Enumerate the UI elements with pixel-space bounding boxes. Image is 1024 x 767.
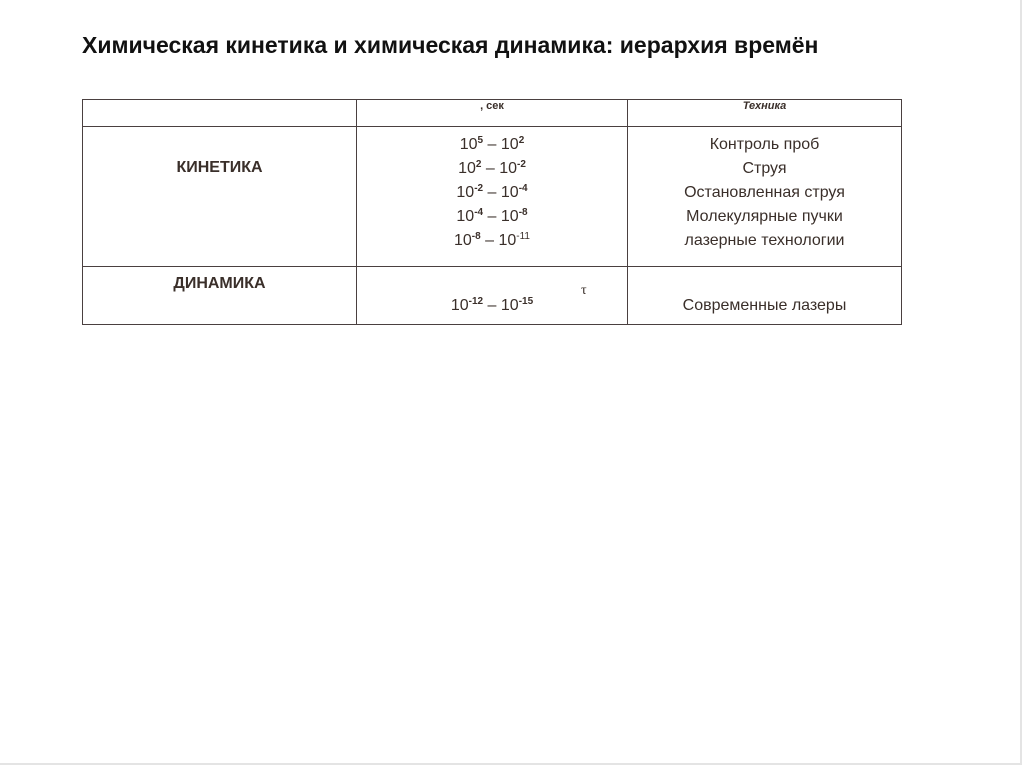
- technique-item: Контроль проб: [709, 136, 820, 153]
- table-row-dynamics: [83, 267, 902, 325]
- time-range: $10^5 - 10^2$: [459, 135, 525, 153]
- time-range: $10^{-8} - 10^{-11}$: [453, 231, 530, 249]
- time-range: $10^{-2} - 10^{-4}$: [456, 183, 528, 201]
- technique-item: Молекулярные пучки: [686, 208, 843, 225]
- row-label-kinetics: КИНЕТИКА: [83, 127, 357, 267]
- technique-item: лазерные технологии: [684, 232, 845, 249]
- technique-item: Струя: [742, 160, 787, 177]
- slide-title: Химическая кинетика и химическая динамика: иерархия времён: [82, 32, 819, 58]
- table-row-kinetics: [83, 127, 902, 267]
- time-hierarchy-table: [82, 99, 902, 325]
- dynamics-time: [357, 267, 628, 325]
- tau-symbol: τ: [581, 283, 587, 298]
- header-technique: Техника: [628, 100, 902, 127]
- table-header-row: [83, 100, 902, 127]
- header-col1: [83, 100, 357, 127]
- kinetics-times: [357, 127, 628, 267]
- row-label-dynamics: ДИНАМИКА: [83, 267, 357, 325]
- dynamics-technique: Современные лазеры: [628, 267, 902, 325]
- time-range: $10^{-4} - 10^{-8}$: [456, 207, 528, 225]
- header-time: , сек: [357, 100, 628, 127]
- time-range: $10^2 - 10^{-2}$: [458, 159, 526, 177]
- technique-item: Остановленная струя: [684, 184, 845, 201]
- time-range: $10^{-12} - 10^{-15}$: [450, 296, 534, 314]
- kinetics-techniques: [628, 127, 902, 267]
